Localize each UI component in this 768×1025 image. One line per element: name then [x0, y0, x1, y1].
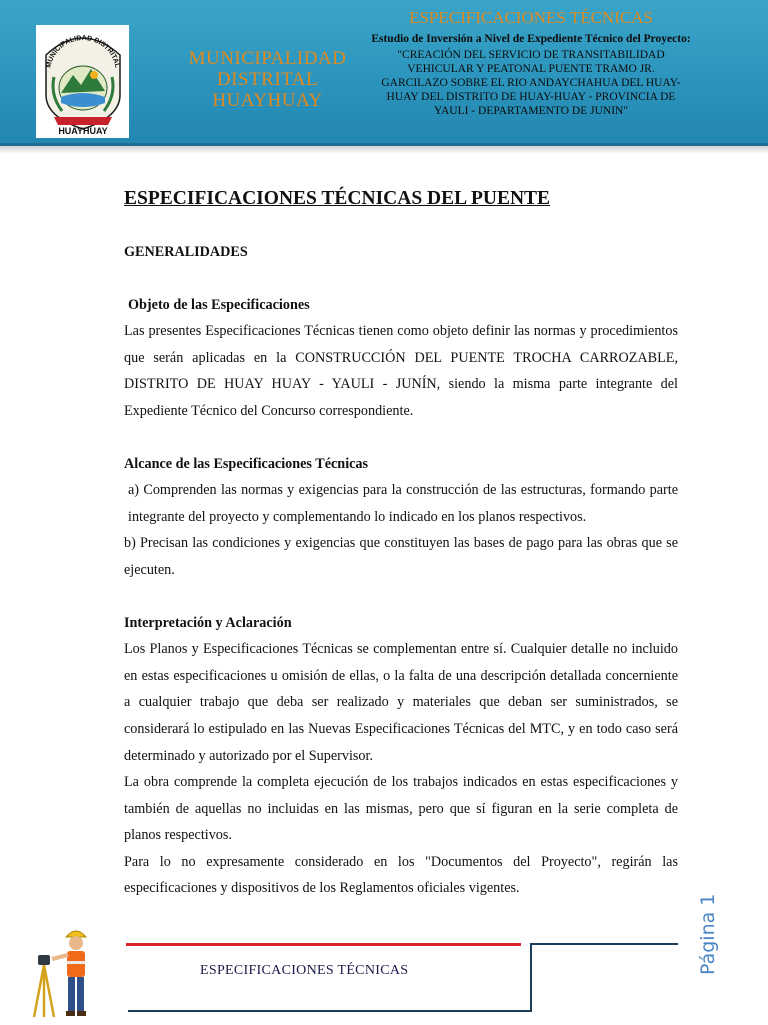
- footer-blue-line-bottom: [128, 1010, 532, 1012]
- interpretacion-paragraph-2: La obra comprende la completa ejecución de los trabajos indicados en estas especificaciones y también de aquellas no incluidas en las mismas, pero que sí figuran en la serie completa de planos respectivos.: [124, 774, 678, 844]
- document-title: ESPECIFICACIONES TÉCNICAS DEL PUENTE: [124, 188, 551, 209]
- objeto-paragraph: Las presentes Especificaciones Técnicas tienen como objeto definir las normas y procedimientos que serán aplicadas en la CONSTRUCCIÓN DEL PUENTE TROCHA CARROZABLE, DISTRITO DE HUAY HUAY - YAULI - JUNÍN, siendo la misma parte integrante del Expediente Técnico del Concurso correspondiente.: [124, 323, 678, 419]
- footer-blue-line-top: [530, 943, 678, 945]
- municipality-seal-icon: [36, 25, 129, 138]
- footer-red-line: [126, 943, 521, 946]
- municipality-name: MUNICIPALIDAD DISTRITAL HUAYHUAY: [188, 48, 347, 111]
- section-heading-generalidades: GENERALIDADES: [124, 244, 248, 260]
- document-body: [124, 185, 678, 902]
- footer-label: ESPECIFICACIONES TÉCNICAS: [200, 963, 409, 978]
- alcance-item-b: b) Precisan las condiciones y exigencias que constituyen las bases de pago para las obras que se ejecuten.: [124, 535, 678, 578]
- surveyor-worker-icon: [30, 925, 100, 1020]
- alcance-item-a: a) Comprenden las normas y exigencias para la construcción de las estructuras, formando parte integrante del proyecto y complementando lo indicado en los planos respectivos.: [128, 482, 678, 525]
- interpretacion-paragraph-3: Para lo no expresamente considerado en los "Documentos del Proyecto", regirán las especificaciones y dispositivos de los Reglamentos oficiales vigentes.: [124, 853, 678, 897]
- document-header: [0, 0, 768, 146]
- objeto-heading: Objeto de las Especificaciones: [128, 296, 310, 313]
- alcance-heading: Alcance de las Especificaciones Técnicas: [124, 455, 369, 472]
- page-number: Página 1: [697, 893, 719, 975]
- header-shadow: [0, 146, 768, 154]
- seal-bottom-text: HUAYHUAY: [58, 126, 108, 136]
- interpretacion-heading: Interpretación y Aclaración: [124, 614, 292, 631]
- header-info: [370, 8, 692, 118]
- seal-top-text: MUNICIPALIDAD DISTRITAL: [45, 34, 121, 69]
- header-project-name: "CREACIÓN DEL SERVICIO DE TRANSITABILIDAD VEHICULAR Y PEATONAL PUENTE TRAMO JR. GARCILAZO SOBRE EL RIO ANDAYCHAHUA DEL HUAY-HUAY DEL DISTRITO DE HUAY-HUAY - PROVINCIA DE YAULI - DEPARTAMENTO DE JUNIN": [381, 49, 681, 117]
- header-title: ESPECIFICACIONES TÉCNICAS: [409, 8, 653, 27]
- footer-blue-line-vertical: [530, 943, 532, 1011]
- header-subtitle: Estudio de Inversión a Nivel de Expediente Técnico del Proyecto:: [371, 33, 691, 45]
- interpretacion-paragraph-1: Los Planos y Especificaciones Técnicas se complementan entre sí. Cualquier detalle no incluido en estas especificaciones u omisión de ellas, o la falta de una descripción detallada concerniente a cualquier trabajo que deba ser realizado y materiales que deban ser suministrados, se considerará lo estipulado en las Nuevas Especificaciones Técnicas del MTC, y en todo caso será determinado y autorizado por el Supervisor.: [124, 641, 678, 764]
